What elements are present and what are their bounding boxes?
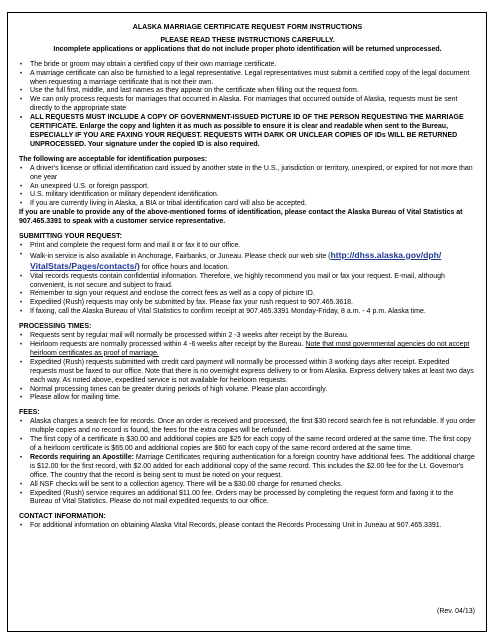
list-item: • Expedited (Rush) requests may only be submitted by fax. Please fax your rush request to 907.465.3618. [19, 299, 476, 308]
list-item: • Expedited (Rush) service requires an additional $11.00 fee. Orders may be processed by completing the request form and faxing it to the Bureau of Vital Statistics. Please do not mail expedited requests to our office. [19, 490, 476, 508]
list-item: • The first copy of a certificate is $30.00 and additional copies are $25 for each copy of the same record ordered at the same time. The first copy of a heirloom certificate is $65.00 and additional copies are $60 for each copy of the same record ordered at the same time. [19, 436, 476, 454]
contacts-link[interactable]: http://dhss.alaska.gov/dph/ [330, 249, 442, 260]
apostille-label: Records requiring an Apostille: [30, 453, 134, 461]
contact-heading: CONTACT INFORMATION: [19, 513, 106, 521]
list-item: • Please allow for mailing time. [19, 394, 476, 403]
list-item: • Normal processing times can be greater during periods of high volume. Please plan accordingly. [19, 386, 476, 395]
walk-in-text-end: for office hours and location. [139, 263, 230, 271]
contacts-link-continued[interactable]: VitalStats/Pages/contacts/) [30, 260, 140, 271]
incomplete-warning: Incomplete applications or applications that do not include proper photo identification will be returned unprocessed. [53, 45, 442, 53]
page-title: ALASKA MARRIAGE CERTIFICATE REQUEST FORM INSTRUCTIONS [132, 24, 363, 31]
read-carefully-notice: PLEASE READ THESE INSTRUCTIONS CAREFULLY. [160, 36, 335, 44]
identification-heading: The following are acceptable for identification purposes: [19, 155, 208, 163]
revision-label: (Rev. 04/13) [437, 608, 475, 616]
list-item: • Use the full first, middle, and last names as they appear on the certificate when filling out the request form. [19, 87, 476, 96]
list-item: • Requests sent by regular mail will normally be processed within 2 -3 weeks after receipt by the Bureau. [19, 332, 476, 341]
heirloom-note: Note that most governmental agencies do not accept heirloom certificates as proof of marriage. [30, 341, 470, 357]
list-item: • Expedited (Rush) requests submitted with credit card payment will normally be processed within 3 working days after receipt. Expedited requests must be faxed to our office. Note that there is no overnight express delivery to or from Alaska. Express delivery takes at least two days each way. As noted above, expedited service is not available for heirloom requests. [19, 359, 476, 386]
processing-list [19, 332, 476, 403]
list-item [19, 251, 476, 273]
list-item: • ALL REQUESTS MUST INCLUDE A COPY OF GOVERNMENT-ISSUED PICTURE ID OF THE PERSON REQUESTING THE MARRIAGE CERTIFICATE. Enlarge the copy and lighten it as much as possible to ensure it is clear and readable when sent to the Bureau, ESPECIALLY IF YOU ARE FAXING YOUR REQUEST. REQUESTS WITH DARK OR UNCLEAR COPIES OF IDs WILL BE RETURNED UNPROCESSED. Your signature under the copied ID is also required. [19, 114, 476, 150]
heirloom-text: Heirloom requests are normally processed within 4 -6 weeks after receipt by the Bureau. [30, 341, 306, 348]
list-item: • U.S. military identification or military dependent identification. [19, 191, 476, 200]
list-item: • A marriage certificate can also be furnished to a legal representative. Legal representatives must submit a certified copy of the legal document when requesting a marriage certificate that is not their own. [19, 70, 476, 88]
intro-list [19, 61, 476, 150]
identification-note: If you are unable to provide any of the above-mentioned forms of identification, please contact the Alaska Bureau of Vital Statistics at 907.465.3391 to speak with a customer service representative. [19, 209, 463, 226]
fees-heading: FEES: [19, 409, 40, 417]
apostille-text: Marriage Certificates requiring authentication for a foreign country have additional fees. The additional charge is $12.00 for the first record, with $2.00 added for each additional copy of the same record. This includes the $2.00 fee for the Lt. Governor's office. The country that the record is being sent to must be noted on your request. [30, 453, 475, 479]
list-item: • All NSF checks will be sent to a collection agency. There will be a $30.00 charge for returned checks. [19, 481, 476, 490]
list-item [19, 454, 476, 481]
processing-heading: PROCESSING TIMES: [19, 323, 92, 331]
walk-in-text: Walk-in service is also available in Anchorage, Fairbanks, or Juneau. Please check our web site ( [30, 252, 331, 260]
contact-list [19, 522, 476, 531]
identification-list [19, 165, 476, 210]
list-item: • The bride or groom may obtain a certified copy of their own marriage certificate. [19, 61, 476, 70]
list-item: • If faxing, call the Alaska Bureau of Vital Statistics to confirm receipt at 907.465.3391 Monday-Friday, 8 a.m. - 4 p.m. Alaska time. [19, 308, 476, 317]
list-item: • Alaska charges a search fee for records. Once an order is received and processed, the first $30 record search fee is not refundable. If you order multiple copies and no record is found, the fees for the extra copies will be refunded. [19, 418, 476, 436]
list-item: • A driver's license or official identification card issued by another state in the U.S., jurisdiction or territory, unexpired, or expired for not more than one year [19, 165, 476, 183]
submitting-list [19, 242, 476, 317]
list-item: • Vital records requests contain confidential information. Therefore, we highly recommend you mail or fax your request. E-mail, although convenient, is not secure and subject to fraud. [19, 273, 476, 291]
list-item [19, 341, 476, 359]
list-item: • An unexpired U.S. or foreign passport. [19, 183, 476, 192]
list-item: • Remember to sign your request and enclose the correct fees as well as a copy of picture ID. [19, 290, 476, 299]
list-item: • Print and complete the request form and mail it or fax it to our office. [19, 242, 476, 251]
list-item: • We can only process requests for marriages that occurred in Alaska. For marriages that occurred outside of Alaska, requests must be sent directly to the appropriate state [19, 96, 476, 114]
instructions-page [7, 12, 487, 632]
list-item: • For additional information on obtaining Alaska Vital Records, please contact the Records Processing Unit in Juneau at 907.465.3391. [19, 522, 476, 531]
fees-list [19, 418, 476, 507]
submitting-heading: SUBMITTING YOUR REQUEST: [19, 233, 122, 241]
list-item: • If you are currently living in Alaska, a BIA or tribal identification card will also be accepted. [19, 200, 476, 209]
